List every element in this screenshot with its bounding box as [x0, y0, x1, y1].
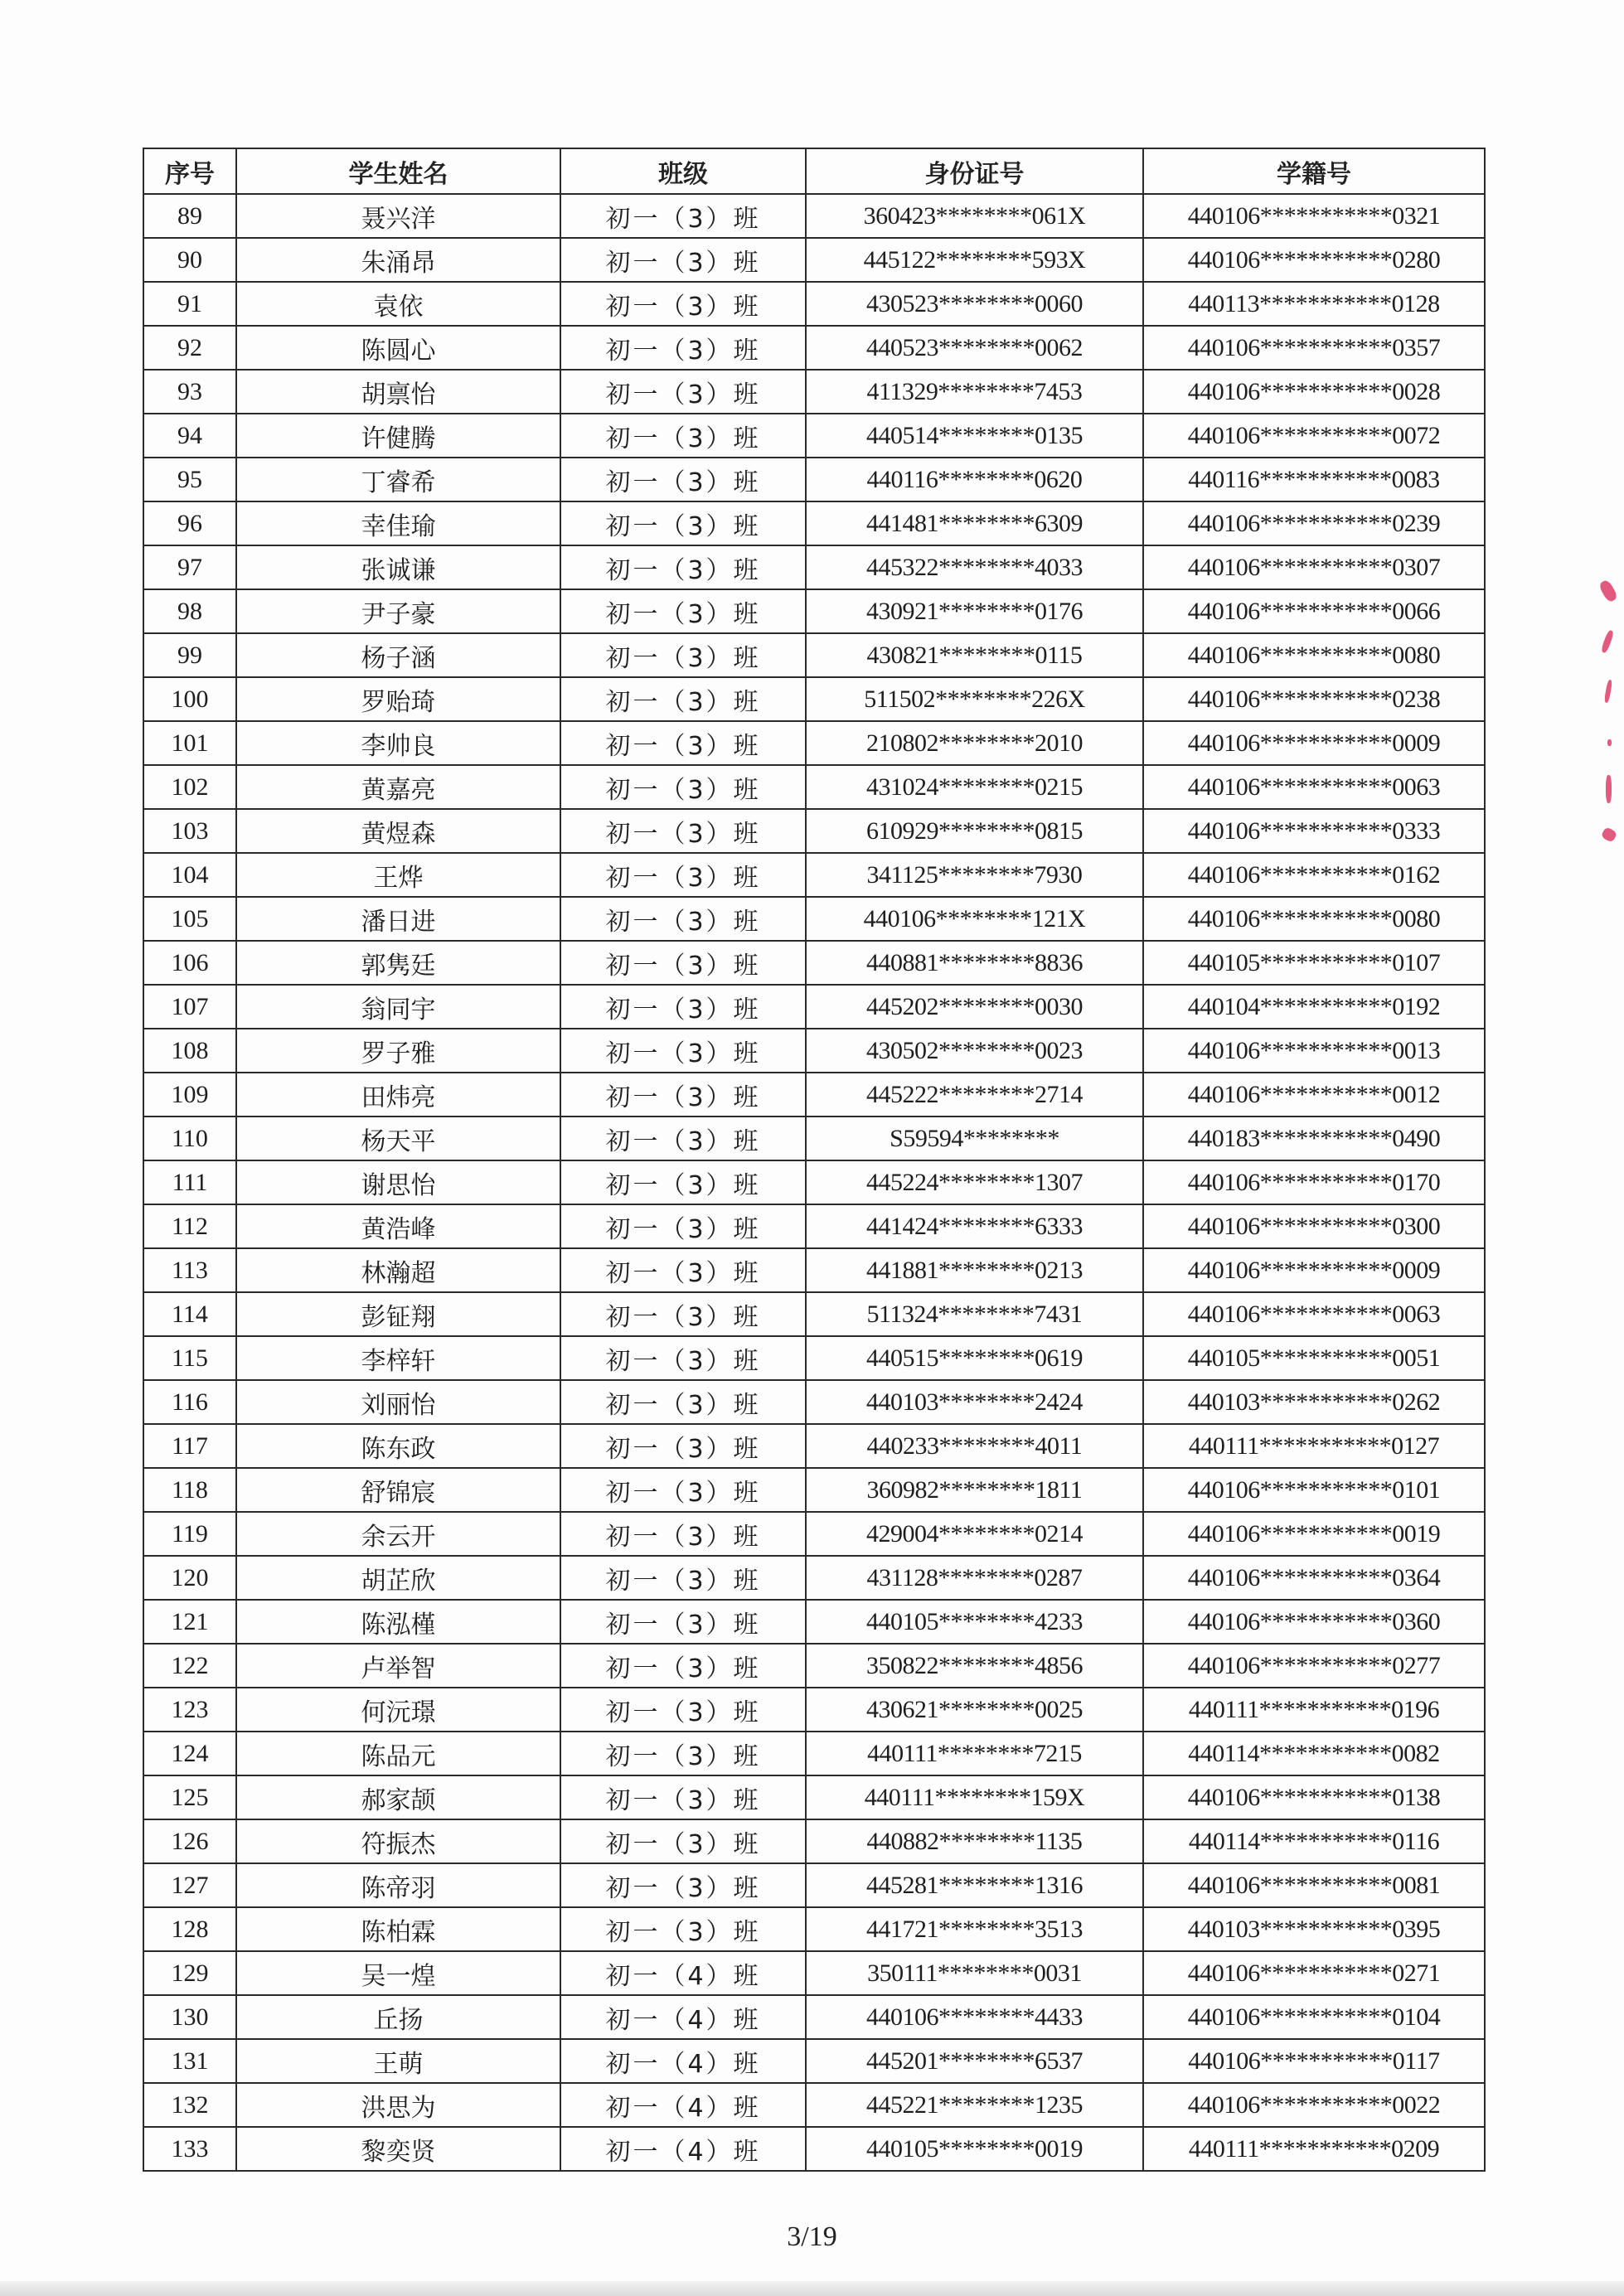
cell-student-name: 陈帝羽: [236, 1863, 560, 1907]
cell-class: 初一（3）班: [560, 633, 806, 677]
cell-student-name: 郭隽廷: [236, 941, 560, 985]
cell-student-name: 许健腾: [236, 414, 560, 458]
cell-id-number: 440882********1135: [806, 1819, 1143, 1863]
cell-id-number: 610929********0815: [806, 809, 1143, 853]
cell-id-number: 440515********0619: [806, 1336, 1143, 1380]
table-row: [143, 1160, 1485, 1204]
cell-id-number: 360423********061X: [806, 194, 1143, 238]
cell-class: 初一（3）班: [560, 897, 806, 941]
table-row: [143, 1512, 1485, 1556]
cell-student-number: 440106***********0009: [1143, 721, 1485, 765]
cell-id-number: 445221********1235: [806, 2083, 1143, 2127]
cell-id-number: 411329********7453: [806, 370, 1143, 414]
table-row: [143, 765, 1485, 809]
table-row: [143, 633, 1485, 677]
cell-seq-no: 111: [143, 1160, 236, 1204]
cell-class: 初一（3）班: [560, 326, 806, 370]
cell-class: 初一（4）班: [560, 1995, 806, 2039]
cell-student-number: 440106***********0239: [1143, 501, 1485, 545]
cell-seq-no: 120: [143, 1556, 236, 1600]
table-row: [143, 1468, 1485, 1512]
table-row: [143, 677, 1485, 721]
cell-class: 初一（3）班: [560, 1863, 806, 1907]
cell-class: 初一（4）班: [560, 2083, 806, 2127]
cell-student-number: 440106***********0080: [1143, 897, 1485, 941]
cell-id-number: 430921********0176: [806, 589, 1143, 633]
cell-student-number: 440103***********0395: [1143, 1907, 1485, 1951]
cell-seq-no: 127: [143, 1863, 236, 1907]
cell-id-number: 429004********0214: [806, 1512, 1143, 1556]
cell-class: 初一（3）班: [560, 1819, 806, 1863]
cell-seq-no: 119: [143, 1512, 236, 1556]
cell-seq-no: 116: [143, 1380, 236, 1424]
cell-student-number: 440116***********0083: [1143, 458, 1485, 501]
cell-student-number: 440106***********0028: [1143, 370, 1485, 414]
cell-class: 初一（3）班: [560, 721, 806, 765]
cell-class: 初一（3）班: [560, 1117, 806, 1160]
table-row: [143, 721, 1485, 765]
cell-seq-no: 122: [143, 1644, 236, 1688]
cell-id-number: 445224********1307: [806, 1160, 1143, 1204]
cell-student-name: 田炜亮: [236, 1073, 560, 1117]
cell-student-number: 440106***********0080: [1143, 633, 1485, 677]
cell-student-number: 440105***********0107: [1143, 941, 1485, 985]
cell-seq-no: 109: [143, 1073, 236, 1117]
cell-class: 初一（3）班: [560, 1029, 806, 1073]
cell-id-number: 440523********0062: [806, 326, 1143, 370]
cell-id-number: 440105********0019: [806, 2127, 1143, 2171]
cell-student-number: 440106***********0117: [1143, 2039, 1485, 2083]
cell-id-number: 350111********0031: [806, 1951, 1143, 1995]
cell-student-name: 卢举智: [236, 1644, 560, 1688]
cell-student-number: 440105***********0051: [1143, 1336, 1485, 1380]
cell-class: 初一（3）班: [560, 238, 806, 282]
cell-student-number: 440106***********0271: [1143, 1951, 1485, 1995]
cell-class: 初一（3）班: [560, 1424, 806, 1468]
cell-id-number: 441881********0213: [806, 1248, 1143, 1292]
cell-seq-no: 94: [143, 414, 236, 458]
cell-student-name: 尹子豪: [236, 589, 560, 633]
cell-class: 初一（3）班: [560, 1775, 806, 1819]
cell-seq-no: 104: [143, 853, 236, 897]
cell-seq-no: 121: [143, 1600, 236, 1644]
cell-class: 初一（3）班: [560, 414, 806, 458]
table-row: [143, 897, 1485, 941]
cell-class: 初一（4）班: [560, 2039, 806, 2083]
cell-student-name: 陈圆心: [236, 326, 560, 370]
cell-student-name: 黄嘉亮: [236, 765, 560, 809]
cell-id-number: 445201********6537: [806, 2039, 1143, 2083]
cell-id-number: 445122********593X: [806, 238, 1143, 282]
cell-id-number: 430502********0023: [806, 1029, 1143, 1073]
table-row: [143, 853, 1485, 897]
cell-class: 初一（3）班: [560, 1073, 806, 1117]
table-row: [143, 1292, 1485, 1336]
table-row: [143, 1073, 1485, 1117]
table-row: [143, 545, 1485, 589]
cell-id-number: 445222********2714: [806, 1073, 1143, 1117]
cell-student-number: 440114***********0116: [1143, 1819, 1485, 1863]
table-body: [143, 194, 1485, 2171]
cell-student-name: 胡禀怡: [236, 370, 560, 414]
cell-class: 初一（3）班: [560, 282, 806, 326]
cell-student-name: 陈品元: [236, 1732, 560, 1775]
cell-id-number: 440103********2424: [806, 1380, 1143, 1424]
cell-seq-no: 115: [143, 1336, 236, 1380]
cell-class: 初一（3）班: [560, 941, 806, 985]
cell-id-number: 430523********0060: [806, 282, 1143, 326]
cell-id-number: 441721********3513: [806, 1907, 1143, 1951]
table-row: [143, 1424, 1485, 1468]
cell-seq-no: 124: [143, 1732, 236, 1775]
header-student-name: 学生姓名: [236, 148, 560, 194]
cell-student-number: 440106***********0357: [1143, 326, 1485, 370]
cell-student-name: 余云开: [236, 1512, 560, 1556]
cell-seq-no: 92: [143, 326, 236, 370]
red-seal-stamp-edge: [1596, 580, 1621, 862]
cell-student-number: 440106***********0009: [1143, 1248, 1485, 1292]
cell-seq-no: 118: [143, 1468, 236, 1512]
cell-student-number: 440111***********0127: [1143, 1424, 1485, 1468]
cell-class: 初一（3）班: [560, 370, 806, 414]
cell-class: 初一（3）班: [560, 1907, 806, 1951]
table-row: [143, 2083, 1485, 2127]
cell-student-number: 440106***********0063: [1143, 765, 1485, 809]
cell-id-number: 440105********4233: [806, 1600, 1143, 1644]
cell-student-name: 陈东政: [236, 1424, 560, 1468]
table-row: [143, 1336, 1485, 1380]
header-id-number: 身份证号: [806, 148, 1143, 194]
table-row: [143, 1556, 1485, 1600]
cell-student-number: 440106***********0138: [1143, 1775, 1485, 1819]
cell-student-name: 舒锦宸: [236, 1468, 560, 1512]
table-row: [143, 1907, 1485, 1951]
cell-seq-no: 125: [143, 1775, 236, 1819]
cell-student-number: 440114***********0082: [1143, 1732, 1485, 1775]
cell-class: 初一（3）班: [560, 194, 806, 238]
table-row: [143, 194, 1485, 238]
cell-id-number: 440111********159X: [806, 1775, 1143, 1819]
cell-student-name: 王烨: [236, 853, 560, 897]
cell-seq-no: 108: [143, 1029, 236, 1073]
cell-class: 初一（3）班: [560, 1292, 806, 1336]
cell-student-name: 翁同宇: [236, 985, 560, 1029]
cell-seq-no: 91: [143, 282, 236, 326]
cell-student-name: 林瀚超: [236, 1248, 560, 1292]
cell-student-number: 440106***********0364: [1143, 1556, 1485, 1600]
cell-id-number: 511502********226X: [806, 677, 1143, 721]
cell-student-name: 黄煜森: [236, 809, 560, 853]
cell-seq-no: 90: [143, 238, 236, 282]
cell-class: 初一（3）班: [560, 853, 806, 897]
cell-student-name: 张诚谦: [236, 545, 560, 589]
cell-student-number: 440106***********0066: [1143, 589, 1485, 633]
cell-student-number: 440106***********0333: [1143, 809, 1485, 853]
cell-student-number: 440106***********0104: [1143, 1995, 1485, 2039]
cell-student-number: 440106***********0170: [1143, 1160, 1485, 1204]
table-row: [143, 238, 1485, 282]
cell-student-number: 440111***********0209: [1143, 2127, 1485, 2171]
cell-class: 初一（3）班: [560, 501, 806, 545]
cell-class: 初一（3）班: [560, 1160, 806, 1204]
cell-student-number: 440106***********0162: [1143, 853, 1485, 897]
cell-student-number: 440113***********0128: [1143, 282, 1485, 326]
cell-class: 初一（3）班: [560, 1204, 806, 1248]
table-header-row: [143, 148, 1485, 194]
cell-seq-no: 101: [143, 721, 236, 765]
cell-student-name: 袁依: [236, 282, 560, 326]
table-row: [143, 589, 1485, 633]
cell-student-name: 朱涌昂: [236, 238, 560, 282]
cell-class: 初一（3）班: [560, 1644, 806, 1688]
cell-student-number: 440106***********0101: [1143, 1468, 1485, 1512]
cell-id-number: 440111********7215: [806, 1732, 1143, 1775]
cell-student-number: 440106***********0360: [1143, 1600, 1485, 1644]
cell-student-name: 黄浩峰: [236, 1204, 560, 1248]
table-row: [143, 1204, 1485, 1248]
cell-student-name: 王萌: [236, 2039, 560, 2083]
cell-class: 初一（3）班: [560, 1468, 806, 1512]
cell-student-number: 440106***********0081: [1143, 1863, 1485, 1907]
cell-student-name: 刘丽怡: [236, 1380, 560, 1424]
cell-class: 初一（3）班: [560, 1688, 806, 1732]
cell-seq-no: 113: [143, 1248, 236, 1292]
cell-class: 初一（3）班: [560, 1512, 806, 1556]
cell-id-number: 440106********4433: [806, 1995, 1143, 2039]
header-seq-no: 序号: [143, 148, 236, 194]
cell-class: 初一（3）班: [560, 985, 806, 1029]
page-number: 3/19: [787, 2221, 837, 2252]
cell-student-name: 符振杰: [236, 1819, 560, 1863]
cell-id-number: 431128********0287: [806, 1556, 1143, 1600]
cell-class: 初一（4）班: [560, 2127, 806, 2171]
cell-student-number: 440106***********0022: [1143, 2083, 1485, 2127]
cell-class: 初一（3）班: [560, 458, 806, 501]
cell-student-name: 丘扬: [236, 1995, 560, 2039]
cell-seq-no: 117: [143, 1424, 236, 1468]
table-row: [143, 326, 1485, 370]
cell-class: 初一（3）班: [560, 1600, 806, 1644]
cell-student-name: 李梓轩: [236, 1336, 560, 1380]
cell-student-number: 440106***********0238: [1143, 677, 1485, 721]
table-row: [143, 2127, 1485, 2171]
table-row: [143, 1117, 1485, 1160]
cell-id-number: 440881********8836: [806, 941, 1143, 985]
table-row: [143, 1775, 1485, 1819]
cell-student-name: 丁睿希: [236, 458, 560, 501]
cell-student-number: 440106***********0063: [1143, 1292, 1485, 1336]
student-roster-table: [143, 148, 1486, 2172]
header-class: 班级: [560, 148, 806, 194]
cell-class: 初一（3）班: [560, 1336, 806, 1380]
cell-seq-no: 132: [143, 2083, 236, 2127]
cell-id-number: 440514********0135: [806, 414, 1143, 458]
table-row: [143, 985, 1485, 1029]
cell-id-number: 431024********0215: [806, 765, 1143, 809]
cell-student-name: 彭钲翔: [236, 1292, 560, 1336]
cell-student-name: 洪思为: [236, 2083, 560, 2127]
cell-seq-no: 112: [143, 1204, 236, 1248]
cell-id-number: 441424********6333: [806, 1204, 1143, 1248]
table-row: [143, 1863, 1485, 1907]
cell-id-number: 350822********4856: [806, 1644, 1143, 1688]
table-row: [143, 1819, 1485, 1863]
cell-seq-no: 106: [143, 941, 236, 985]
cell-seq-no: 93: [143, 370, 236, 414]
cell-seq-no: 105: [143, 897, 236, 941]
cell-id-number: 440116********0620: [806, 458, 1143, 501]
cell-student-number: 440106***********0321: [1143, 194, 1485, 238]
table-row: [143, 1600, 1485, 1644]
cell-seq-no: 97: [143, 545, 236, 589]
cell-seq-no: 123: [143, 1688, 236, 1732]
cell-class: 初一（3）班: [560, 809, 806, 853]
cell-id-number: 341125********7930: [806, 853, 1143, 897]
cell-seq-no: 103: [143, 809, 236, 853]
cell-student-number: 440106***********0280: [1143, 238, 1485, 282]
cell-class: 初一（3）班: [560, 1248, 806, 1292]
cell-class: 初一（3）班: [560, 677, 806, 721]
table-row: [143, 1951, 1485, 1995]
cell-id-number: 440106********121X: [806, 897, 1143, 941]
cell-student-name: 幸佳瑜: [236, 501, 560, 545]
cell-id-number: 430621********0025: [806, 1688, 1143, 1732]
cell-student-name: 聂兴洋: [236, 194, 560, 238]
table-row: [143, 1732, 1485, 1775]
cell-id-number: 441481********6309: [806, 501, 1143, 545]
cell-seq-no: 102: [143, 765, 236, 809]
cell-student-number: 440106***********0307: [1143, 545, 1485, 589]
table-row: [143, 282, 1485, 326]
cell-seq-no: 95: [143, 458, 236, 501]
table-row: [143, 941, 1485, 985]
table-row: [143, 1248, 1485, 1292]
cell-student-number: 440106***********0013: [1143, 1029, 1485, 1073]
cell-class: 初一（3）班: [560, 1380, 806, 1424]
cell-id-number: 430821********0115: [806, 633, 1143, 677]
table-row: [143, 458, 1485, 501]
table-row: [143, 370, 1485, 414]
cell-seq-no: 126: [143, 1819, 236, 1863]
cell-id-number: 445322********4033: [806, 545, 1143, 589]
table-row: [143, 1688, 1485, 1732]
cell-student-name: 罗贻琦: [236, 677, 560, 721]
cell-seq-no: 131: [143, 2039, 236, 2083]
cell-student-number: 440106***********0012: [1143, 1073, 1485, 1117]
cell-seq-no: 130: [143, 1995, 236, 2039]
cell-class: 初一（3）班: [560, 545, 806, 589]
cell-student-name: 胡芷欣: [236, 1556, 560, 1600]
cell-student-name: 吴一煌: [236, 1951, 560, 1995]
cell-seq-no: 100: [143, 677, 236, 721]
cell-seq-no: 98: [143, 589, 236, 633]
cell-student-name: 杨子涵: [236, 633, 560, 677]
table-row: [143, 501, 1485, 545]
cell-seq-no: 129: [143, 1951, 236, 1995]
cell-id-number: 445281********1316: [806, 1863, 1143, 1907]
cell-id-number: 440233********4011: [806, 1424, 1143, 1468]
cell-seq-no: 110: [143, 1117, 236, 1160]
cell-student-name: 李帅良: [236, 721, 560, 765]
cell-seq-no: 89: [143, 194, 236, 238]
table-row: [143, 1995, 1485, 2039]
cell-seq-no: 133: [143, 2127, 236, 2171]
cell-class: 初一（3）班: [560, 1556, 806, 1600]
table-row: [143, 1029, 1485, 1073]
scan-bottom-edge: [0, 2281, 1624, 2296]
cell-student-name: 黎奕贤: [236, 2127, 560, 2171]
table-row: [143, 2039, 1485, 2083]
cell-student-number: 440106***********0277: [1143, 1644, 1485, 1688]
cell-seq-no: 114: [143, 1292, 236, 1336]
cell-student-name: 杨天平: [236, 1117, 560, 1160]
cell-seq-no: 99: [143, 633, 236, 677]
cell-id-number: 360982********1811: [806, 1468, 1143, 1512]
cell-class: 初一（4）班: [560, 1951, 806, 1995]
header-student-number: 学籍号: [1143, 148, 1485, 194]
cell-student-name: 何沅璟: [236, 1688, 560, 1732]
cell-id-number: 445202********0030: [806, 985, 1143, 1029]
cell-student-name: 陈泓槿: [236, 1600, 560, 1644]
table-row: [143, 1644, 1485, 1688]
cell-student-name: 陈柏霖: [236, 1907, 560, 1951]
cell-student-number: 440106***********0072: [1143, 414, 1485, 458]
cell-class: 初一（3）班: [560, 1732, 806, 1775]
cell-student-number: 440183***********0490: [1143, 1117, 1485, 1160]
cell-student-number: 440106***********0300: [1143, 1204, 1485, 1248]
cell-student-name: 郝家颉: [236, 1775, 560, 1819]
cell-student-name: 谢思怡: [236, 1160, 560, 1204]
cell-seq-no: 107: [143, 985, 236, 1029]
cell-student-number: 440104***********0192: [1143, 985, 1485, 1029]
cell-seq-no: 96: [143, 501, 236, 545]
cell-class: 初一（3）班: [560, 765, 806, 809]
cell-class: 初一（3）班: [560, 589, 806, 633]
cell-student-number: 440103***********0262: [1143, 1380, 1485, 1424]
table-row: [143, 809, 1485, 853]
cell-id-number: 210802********2010: [806, 721, 1143, 765]
table-row: [143, 414, 1485, 458]
cell-id-number: S59594********: [806, 1117, 1143, 1160]
cell-student-name: 罗子雅: [236, 1029, 560, 1073]
cell-id-number: 511324********7431: [806, 1292, 1143, 1336]
table-row: [143, 1380, 1485, 1424]
cell-seq-no: 128: [143, 1907, 236, 1951]
cell-student-number: 440106***********0019: [1143, 1512, 1485, 1556]
cell-student-name: 潘日进: [236, 897, 560, 941]
cell-student-number: 440111***********0196: [1143, 1688, 1485, 1732]
